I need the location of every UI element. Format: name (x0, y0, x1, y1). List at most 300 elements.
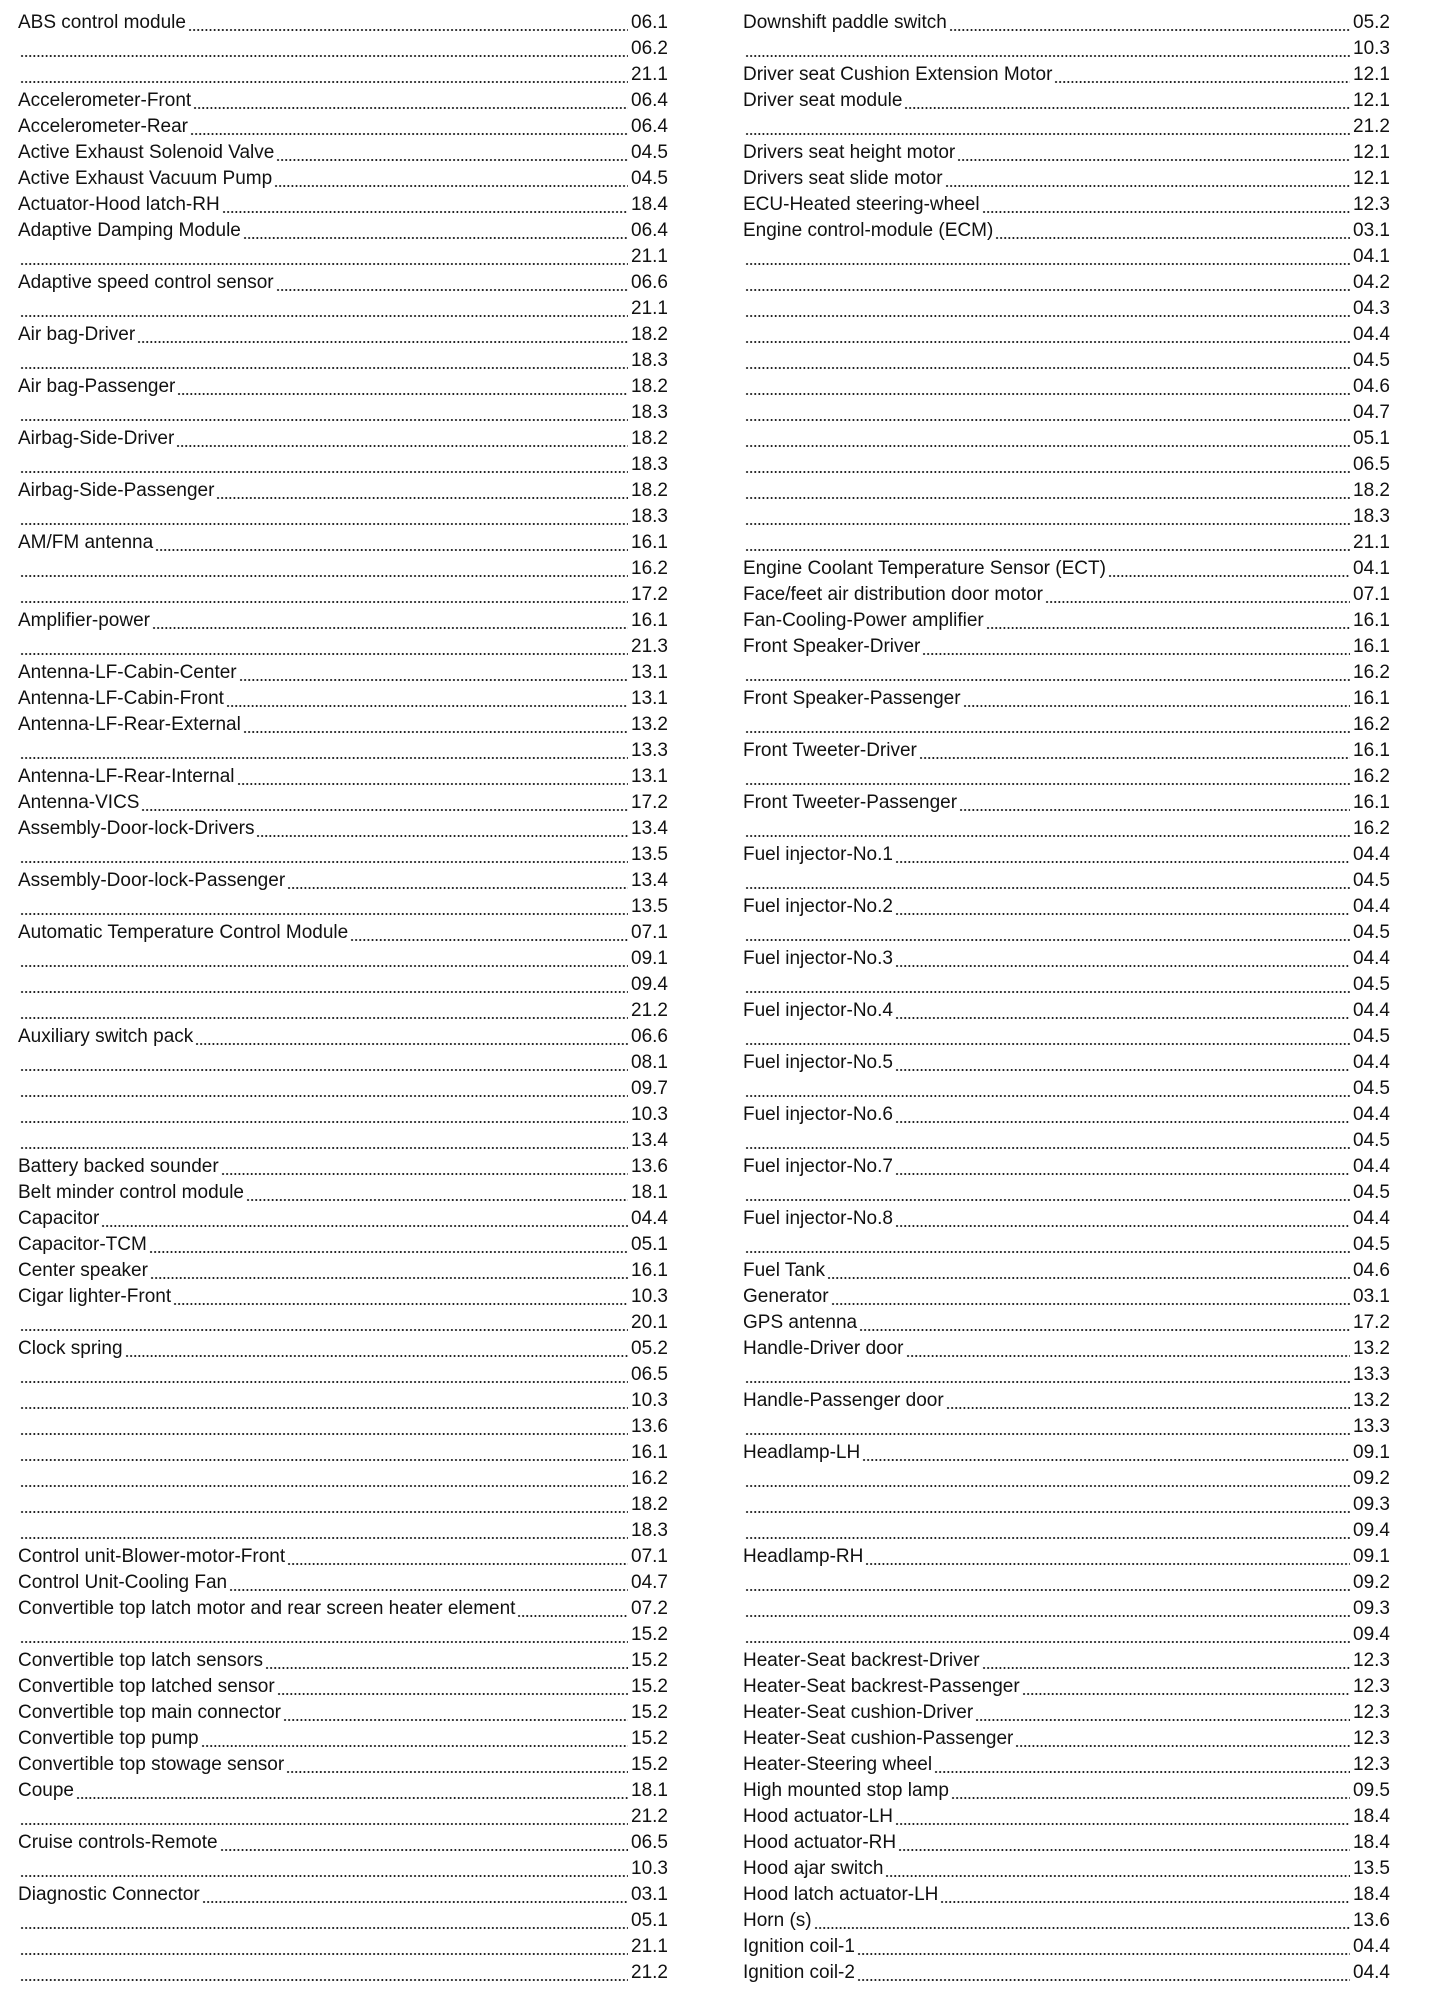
entry-page-ref: 17.2 (631, 792, 668, 813)
dot-leader (20, 1961, 628, 1981)
entry-name: Hood actuator-LH (743, 1806, 893, 1827)
dot-leader (745, 427, 1350, 447)
entry-name: Hood actuator-RH (743, 1832, 897, 1853)
entry-name: Hood latch actuator-LH (743, 1884, 939, 1905)
entry-page-ref: 21.1 (631, 1936, 668, 1957)
index-entry (18, 764, 673, 790)
index-entry (743, 1882, 1395, 1908)
index-entry (743, 1778, 1395, 1804)
index-entry (18, 1414, 673, 1440)
entry-name: Convertible top main connector (18, 1702, 281, 1723)
entry-page-ref: 12.3 (1353, 1676, 1390, 1697)
index-entry (743, 1622, 1395, 1648)
entry-page-ref: 18.1 (631, 1182, 668, 1203)
entry-page-ref: 09.3 (1353, 1494, 1390, 1515)
index-entry (18, 1778, 673, 1804)
index-entry (18, 296, 673, 322)
index-entry (743, 582, 1395, 608)
dot-leader (745, 245, 1350, 265)
entry-name: Front Speaker-Passenger (743, 688, 961, 709)
dot-leader (177, 375, 628, 395)
entry-name: Convertible top latch motor and rear screen heater element (18, 1598, 516, 1619)
entry-name: Fan-Cooling-Power amplifier (743, 610, 984, 631)
entry-name: Automatic Temperature Control Module (18, 922, 349, 943)
index-entry (743, 1362, 1395, 1388)
entry-page-ref: 12.1 (1353, 168, 1390, 189)
entry-page-ref: 09.1 (1353, 1442, 1390, 1463)
entry-page-ref: 06.6 (631, 1026, 668, 1047)
index-entry (18, 998, 673, 1024)
entry-page-ref: 03.1 (1353, 220, 1390, 241)
dot-leader (957, 141, 1350, 161)
entry-page-ref: 09.4 (1353, 1624, 1390, 1645)
index-entry (743, 1934, 1395, 1960)
dot-leader (350, 921, 628, 941)
entry-page-ref: 04.5 (1353, 870, 1390, 891)
index-entry (18, 868, 673, 894)
entry-name: Airbag-Side-Passenger (18, 480, 215, 501)
index-entry (18, 1648, 673, 1674)
entry-name: AM/FM antenna (18, 532, 154, 553)
index-entry (18, 1518, 673, 1544)
dot-leader (895, 947, 1350, 967)
entry-page-ref: 15.2 (631, 1624, 668, 1645)
index-entry (743, 764, 1395, 790)
dot-leader (946, 1389, 1350, 1409)
dot-leader (20, 557, 628, 577)
index-entry (18, 400, 673, 426)
dot-leader (20, 739, 628, 759)
entry-page-ref: 12.3 (1353, 1702, 1390, 1723)
dot-leader (895, 1103, 1350, 1123)
entry-page-ref: 07.1 (631, 922, 668, 943)
dot-leader (885, 1857, 1350, 1877)
index-entry (743, 1336, 1395, 1362)
index-entry (18, 426, 673, 452)
index-entry (18, 1466, 673, 1492)
index-entry (18, 790, 673, 816)
dot-leader (276, 271, 628, 291)
entry-name: ABS control module (18, 12, 186, 33)
entry-page-ref: 04.7 (631, 1572, 668, 1593)
entry-page-ref: 06.5 (631, 1364, 668, 1385)
index-entry (743, 660, 1395, 686)
index-entry (18, 322, 673, 348)
entry-name: Antenna-VICS (18, 792, 140, 813)
index-entry (743, 1310, 1395, 1336)
entry-name: Ignition coil-1 (743, 1936, 855, 1957)
dot-leader (101, 1207, 628, 1227)
dot-leader (20, 1051, 628, 1071)
entry-page-ref: 21.1 (631, 246, 668, 267)
index-entry (743, 1206, 1395, 1232)
dot-leader (1022, 1675, 1350, 1695)
dot-leader (895, 843, 1350, 863)
entry-name: Front Speaker-Driver (743, 636, 921, 657)
entry-name: Cruise controls-Remote (18, 1832, 218, 1853)
index-entry (743, 816, 1395, 842)
dot-leader (20, 843, 628, 863)
entry-page-ref: 06.4 (631, 220, 668, 241)
entry-name: Heater-Seat backrest-Passenger (743, 1676, 1020, 1697)
index-entry (18, 1128, 673, 1154)
index-entry (18, 1908, 673, 1934)
entry-page-ref: 04.2 (1353, 272, 1390, 293)
index-entry (18, 1700, 673, 1726)
dot-leader (945, 167, 1350, 187)
index-entry (18, 1934, 673, 1960)
index-entry (18, 816, 673, 842)
dot-leader (20, 999, 628, 1019)
dot-leader (745, 817, 1350, 837)
dot-leader (745, 1467, 1350, 1487)
entry-name: Driver seat Cushion Extension Motor (743, 64, 1053, 85)
entry-name: Face/feet air distribution door motor (743, 584, 1043, 605)
index-entry (18, 1206, 673, 1232)
entry-page-ref: 13.3 (1353, 1364, 1390, 1385)
entry-name: Battery backed sounder (18, 1156, 219, 1177)
index-entry (743, 166, 1395, 192)
index-entry (743, 374, 1395, 400)
index-entry (18, 1544, 673, 1570)
index-entry (18, 946, 673, 972)
dot-leader (934, 1753, 1350, 1773)
entry-page-ref: 04.4 (1353, 1156, 1390, 1177)
entry-page-ref: 04.4 (631, 1208, 668, 1229)
dot-leader (222, 193, 628, 213)
index-entry (743, 842, 1395, 868)
entry-name: Hood ajar switch (743, 1858, 884, 1879)
dot-leader (745, 1571, 1350, 1591)
index-entry (18, 686, 673, 712)
dot-leader (963, 687, 1350, 707)
entry-page-ref: 18.2 (631, 428, 668, 449)
index-entry (18, 1804, 673, 1830)
index-entry (743, 920, 1395, 946)
dot-leader (745, 1363, 1350, 1383)
entry-page-ref: 17.2 (1353, 1312, 1390, 1333)
index-entry (743, 1232, 1395, 1258)
entry-page-ref: 07.1 (631, 1546, 668, 1567)
dot-leader (20, 349, 628, 369)
entry-name: High mounted stop lamp (743, 1780, 949, 1801)
index-entry (743, 946, 1395, 972)
dot-leader (1054, 63, 1350, 83)
dot-leader (287, 1545, 628, 1565)
index-entry (18, 88, 673, 114)
entry-page-ref: 04.4 (1353, 1936, 1390, 1957)
index-entry (18, 348, 673, 374)
entry-name: Driver seat module (743, 90, 903, 111)
entry-page-ref: 16.2 (631, 1468, 668, 1489)
dot-leader (20, 1441, 628, 1461)
index-entry (18, 1284, 673, 1310)
entry-page-ref: 12.1 (1353, 90, 1390, 111)
entry-name: Fuel Tank (743, 1260, 826, 1281)
index-entry (743, 140, 1395, 166)
index-entry (743, 1414, 1395, 1440)
dot-leader (243, 713, 628, 733)
entry-name: Fuel injector-No.3 (743, 948, 893, 969)
dot-leader (745, 713, 1350, 733)
index-entry (18, 36, 673, 62)
entry-page-ref: 04.5 (1353, 922, 1390, 943)
index-entry (743, 1908, 1395, 1934)
entry-name: Center speaker (18, 1260, 148, 1281)
entry-name: Actuator-Hood latch-RH (18, 194, 220, 215)
dot-leader (195, 1025, 628, 1045)
entry-page-ref: 04.1 (1353, 558, 1390, 579)
entry-page-ref: 16.2 (631, 558, 668, 579)
dot-leader (862, 1441, 1350, 1461)
dot-leader (137, 323, 628, 343)
entry-page-ref: 03.1 (631, 1884, 668, 1905)
dot-leader (20, 1415, 628, 1435)
index-entry (18, 1024, 673, 1050)
dot-leader (1108, 557, 1350, 577)
entry-page-ref: 04.7 (1353, 402, 1390, 423)
dot-leader (745, 297, 1350, 317)
entry-page-ref: 07.1 (1353, 584, 1390, 605)
index-entry (18, 582, 673, 608)
entry-page-ref: 04.1 (1353, 246, 1390, 267)
dot-leader (745, 1181, 1350, 1201)
index-entry (18, 1362, 673, 1388)
dot-leader (745, 37, 1350, 57)
entry-page-ref: 13.2 (1353, 1390, 1390, 1411)
index-entry (743, 608, 1395, 634)
index-entry (743, 1804, 1395, 1830)
entry-name: Headlamp-LH (743, 1442, 861, 1463)
dot-leader (745, 1493, 1350, 1513)
dot-leader (274, 167, 628, 187)
entry-name: Heater-Seat cushion-Driver (743, 1702, 974, 1723)
dot-leader (190, 115, 628, 135)
entry-page-ref: 04.5 (631, 142, 668, 163)
index-entry (18, 842, 673, 868)
index-entry (743, 1752, 1395, 1778)
entry-name: Fuel injector-No.2 (743, 896, 893, 917)
entry-name: Coupe (18, 1780, 74, 1801)
entry-page-ref: 04.4 (1353, 896, 1390, 917)
entry-page-ref: 06.4 (631, 90, 668, 111)
dot-leader (149, 1233, 628, 1253)
dot-leader (745, 323, 1350, 343)
entry-page-ref: 18.2 (1353, 480, 1390, 501)
entry-name: Active Exhaust Solenoid Valve (18, 142, 275, 163)
entry-page-ref: 16.2 (1353, 662, 1390, 683)
dot-leader (814, 1909, 1350, 1929)
dot-leader (20, 635, 628, 655)
entry-page-ref: 09.4 (631, 974, 668, 995)
entry-name: Heater-Steering wheel (743, 1754, 933, 1775)
index-entry (18, 270, 673, 296)
entry-page-ref: 13.6 (631, 1416, 668, 1437)
entry-page-ref: 18.3 (631, 1520, 668, 1541)
index-entry (18, 1232, 673, 1258)
entry-page-ref: 04.4 (1353, 1052, 1390, 1073)
index-entry (743, 686, 1395, 712)
dot-leader (286, 1753, 628, 1773)
dot-leader (857, 1935, 1350, 1955)
dot-leader (745, 1077, 1350, 1097)
entry-page-ref: 10.3 (1353, 38, 1390, 59)
dot-leader (745, 1233, 1350, 1253)
index-entry (743, 1180, 1395, 1206)
index-entry (18, 1440, 673, 1466)
dot-leader (857, 1961, 1350, 1981)
entry-page-ref: 21.2 (631, 1962, 668, 1983)
dot-leader (76, 1779, 628, 1799)
entry-name: Antenna-LF-Rear-Internal (18, 766, 235, 787)
index-entry (743, 1544, 1395, 1570)
dot-leader (20, 1623, 628, 1643)
index-entry (18, 634, 673, 660)
index-entry (743, 1856, 1395, 1882)
dot-leader (1045, 583, 1350, 603)
index-entry (18, 1388, 673, 1414)
dot-leader (20, 1857, 628, 1877)
entry-page-ref: 13.3 (631, 740, 668, 761)
dot-leader (202, 1883, 628, 1903)
entry-name: Drivers seat height motor (743, 142, 956, 163)
dot-leader (20, 1363, 628, 1383)
entry-name: Air bag-Passenger (18, 376, 176, 397)
entry-page-ref: 04.5 (1353, 1130, 1390, 1151)
index-entry (743, 1674, 1395, 1700)
index-entry (18, 1336, 673, 1362)
dot-leader (895, 999, 1350, 1019)
entry-name: Front Tweeter-Driver (743, 740, 917, 761)
index-entry (18, 1492, 673, 1518)
dot-leader (20, 37, 628, 57)
entry-page-ref: 12.3 (1353, 1650, 1390, 1671)
index-entry (743, 88, 1395, 114)
index-entry (743, 1518, 1395, 1544)
entry-name: Airbag-Side-Driver (18, 428, 175, 449)
index-entry (18, 1622, 673, 1648)
index-entry (18, 62, 673, 88)
entry-page-ref: 13.1 (631, 766, 668, 787)
dot-leader (20, 1493, 628, 1513)
entry-page-ref: 10.3 (631, 1104, 668, 1125)
entry-page-ref: 18.4 (1353, 1806, 1390, 1827)
entry-name: Auxiliary switch pack (18, 1026, 194, 1047)
entry-name: Diagnostic Connector (18, 1884, 200, 1905)
dot-leader (986, 609, 1350, 629)
index-entry (18, 920, 673, 946)
entry-page-ref: 16.1 (631, 610, 668, 631)
index-entry (743, 1102, 1395, 1128)
dot-leader (188, 11, 628, 31)
dot-leader (517, 1597, 628, 1617)
entry-page-ref: 16.1 (1353, 688, 1390, 709)
entry-page-ref: 06.5 (1353, 454, 1390, 475)
index-entry (743, 1648, 1395, 1674)
entry-page-ref: 04.4 (1353, 948, 1390, 969)
dot-leader (125, 1337, 628, 1357)
entry-page-ref: 13.3 (1353, 1416, 1390, 1437)
entry-name: Cigar lighter-Front (18, 1286, 172, 1307)
index-entry (743, 1596, 1395, 1622)
index-entry (743, 114, 1395, 140)
dot-leader (745, 401, 1350, 421)
index-entry (18, 114, 673, 140)
dot-leader (20, 973, 628, 993)
entry-name: Fuel injector-No.4 (743, 1000, 893, 1021)
dot-leader (287, 869, 628, 889)
dot-leader (745, 479, 1350, 499)
index-entry (18, 894, 673, 920)
index-entry (743, 504, 1395, 530)
entry-page-ref: 03.1 (1353, 1286, 1390, 1307)
entry-page-ref: 06.6 (631, 272, 668, 293)
entry-page-ref: 16.2 (1353, 766, 1390, 787)
index-entry (18, 556, 673, 582)
entry-page-ref: 16.1 (631, 1442, 668, 1463)
dot-leader (20, 1077, 628, 1097)
entry-name: Engine control-module (ECM) (743, 220, 994, 241)
index-entry (743, 452, 1395, 478)
dot-leader (176, 427, 628, 447)
dot-leader (20, 453, 628, 473)
index-entry (18, 530, 673, 556)
dot-leader (216, 479, 628, 499)
entry-name: Active Exhaust Vacuum Pump (18, 168, 273, 189)
index-entry (18, 504, 673, 530)
entry-name: Heater-Seat backrest-Driver (743, 1650, 980, 1671)
index-entry (743, 1128, 1395, 1154)
entry-page-ref: 15.2 (631, 1676, 668, 1697)
index-entry (743, 1570, 1395, 1596)
index-entry (18, 1856, 673, 1882)
dot-leader (745, 1129, 1350, 1149)
index-entry (743, 1388, 1395, 1414)
dot-leader (20, 583, 628, 603)
entry-page-ref: 13.4 (631, 818, 668, 839)
entry-name: GPS antenna (743, 1312, 858, 1333)
entry-name: Antenna-LF-Cabin-Center (18, 662, 237, 683)
index-entry (743, 998, 1395, 1024)
dot-leader (827, 1259, 1350, 1279)
dot-leader (831, 1285, 1350, 1305)
entry-page-ref: 07.2 (631, 1598, 668, 1619)
dot-leader (745, 921, 1350, 941)
entry-name: Accelerometer-Rear (18, 116, 188, 137)
entry-page-ref: 04.4 (1353, 844, 1390, 865)
index-entry (18, 452, 673, 478)
entry-page-ref: 09.1 (631, 948, 668, 969)
index-entry (743, 244, 1395, 270)
index-entry (18, 1752, 673, 1778)
entry-name: Drivers seat slide motor (743, 168, 943, 189)
index-entry (743, 556, 1395, 582)
dot-leader (951, 1779, 1350, 1799)
entry-page-ref: 05.1 (631, 1234, 668, 1255)
entry-page-ref: 04.3 (1353, 298, 1390, 319)
dot-leader (745, 505, 1350, 525)
entry-page-ref: 16.1 (1353, 740, 1390, 761)
entry-page-ref: 04.4 (1353, 1208, 1390, 1229)
entry-page-ref: 17.2 (631, 584, 668, 605)
entry-page-ref: 13.4 (631, 1130, 668, 1151)
index-entry (743, 1050, 1395, 1076)
dot-leader (898, 1831, 1350, 1851)
entry-name: Amplifier-power (18, 610, 150, 631)
entry-name: Front Tweeter-Passenger (743, 792, 958, 813)
index-entry (18, 1674, 673, 1700)
entry-name: Assembly-Door-lock-Drivers (18, 818, 255, 839)
